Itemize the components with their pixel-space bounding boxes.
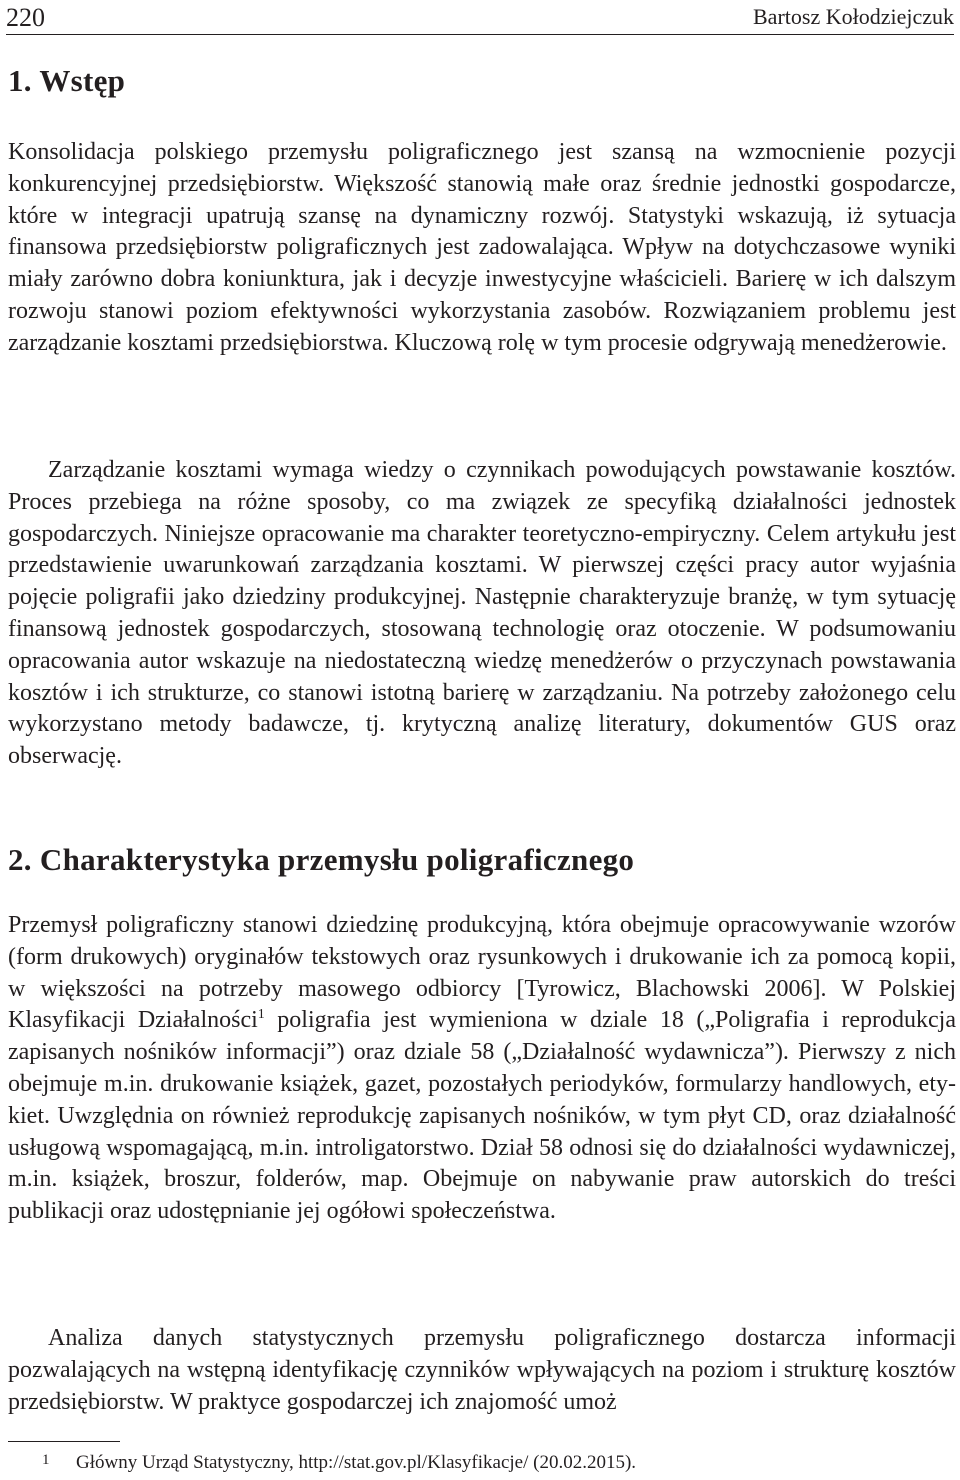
footnote-text: Główny Urząd Statystyczny, http://stat.gov.pl/Klasyfikacje/ (20.02.2015). [76,1452,637,1473]
paragraph-characteristics-2: Analiza danych statystycznych przemysłu poligraficznego dostarcza informacji pozwalających na wstępną identyfikację czynników wpływających na poziom i strukturę kosztów przedsiębiorstw. W praktyce gospodarczej ich znajomość umoż [8,1325,956,1415]
paragraph-text: Przemysł poligraficzny stanowi dziedzinę produkcyjną, która obejmuje opracowywanie wzorów (form drukowych) oryginałów tekstowych oraz rysunkowych i drukowanie ich za pomocą kopii, w większości na potrzeby masowego odbiorcy [Tyrowicz, Blachowski 2006]. W Polskiej Klasyfikacji Działalności [8,912,956,1034]
paragraph-characteristics-1 [8,910,956,1228]
footnote-number: 1 [42,1452,50,1468]
running-header [6,0,954,35]
running-author: Bartosz Kołodziejczuk [753,4,954,29]
paragraph-text: poligrafia jest wymieniona w dziale 18 („Poligrafia i reprodukcja zapisanych nośników informacji”) oraz dziale 58 („Działalność wydawnicza”). Pierwszy z nich obejmuje m.in. drukowanie książek, gazet, pozostałych periodyków, formularzy handlowych, etykiet. Uwzględnia on również reprodukcję zapisanych nośników, w tym płyt CD, oraz działalność usługową wspomagającą, m.in. introligatorstwo. Dział 58 odnosi się do działalności wydawniczej, m.in. książek, broszur, folderów, map. Obejmuje on nabywanie praw autorskich do treści publikacji oraz udostępnianie jej ogółowi społeczeństwa. [8,1007,956,1225]
paragraph-intro-1: Konsolidacja polskiego przemysłu poligraficznego jest szansą na wzmocnienie pozycji konkurencyjnej przedsiębiorstw. Większość stanowią małe oraz średnie jednostki gospodarcze, które w integracji upatrują szansę na dynamiczny rozwój. Statystyki wskazują, iż sytuacja finansowa przedsiębiorstw poligraficznych jest zadowalająca. Wpływ na dotychczasowe wyniki miały zarówno dobra koniunktura, jak i decyzje inwestycyjne właścicieli. Barierę w ich dalszym rozwoju stanowi poziom efektywności wykorzystania zasobów. Rozwiązaniem problemu jest zarządzanie kosztami przedsiębiorstwa. Kluczową rolę w tym procesie odgrywają menedżerowie. [8,139,956,356]
footnote-divider [8,1441,120,1442]
footnote [8,1447,956,1476]
page-number: 220 [6,3,45,32]
footnote-reference: 1 [257,1007,265,1023]
paragraph-intro-2: Zarządzanie kosztami wymaga wiedzy o czynnikach powodujących powstawanie kosztów. Proces przebiega na różne sposoby, co ma związek ze specyfiką działalności jednostek gospodarczych. Niniejsze opracowanie ma charakter teoretyczno-empiryczny. Celem artykułu jest przedstawienie uwarunkowań zarządzania kosztami. W pierwszej części pracy autor wyjaśnia pojęcie poligrafii jako dziedziny produkcyjnej. Następnie charakteryzuje branżę, w tym sytuację finansową jednostek gospodarczych, stosowaną technologię oraz otoczenie. W podsumowaniu opracowania autor wskazuje na niedostateczną wiedzę menedżerów o przyczynach powstawania kosztów i ich strukturze, co stanowi istotną barierę w zarządzaniu. Na potrzeby założonego celu wykorzystano metody badawcze, tj. krytyczną analizę literatury, dokumentów GUS oraz obserwację. [8,457,956,770]
section-heading-characteristics: 2. Charakterystyka przemysłu poligraficznego [8,842,635,877]
section-heading-intro: 1. Wstęp [8,63,126,98]
